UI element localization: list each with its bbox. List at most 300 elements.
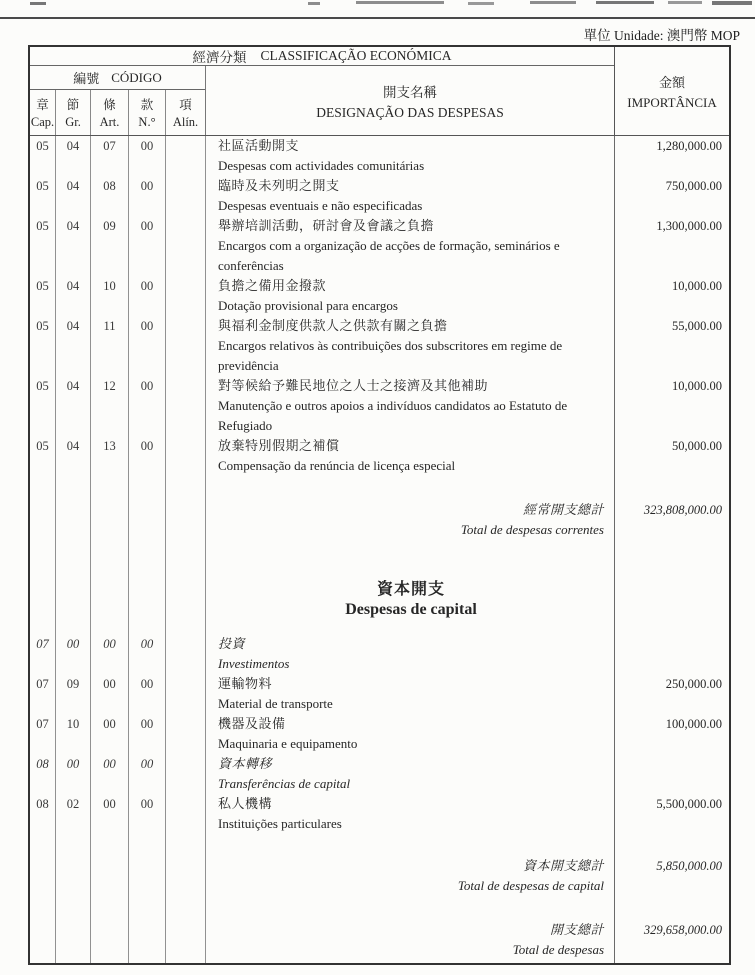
cell <box>205 376 614 436</box>
cell <box>165 960 205 963</box>
amount-value: 100,000.00 <box>665 717 722 731</box>
amount-value: 55,000.00 <box>672 319 722 333</box>
code-value: 04 <box>66 179 80 193</box>
cell <box>205 896 614 920</box>
col-n-pt: N.° <box>138 115 156 129</box>
amount-value: 50,000.00 <box>672 439 722 453</box>
col-gr-zh: 節 <box>66 98 80 112</box>
designation-zh: 臨時及未列明之開支 <box>218 178 340 193</box>
designation-zh: 資本轉移 <box>218 756 273 771</box>
cell <box>614 580 729 620</box>
designation-pt: Despesas eventuais e não especificadas <box>218 198 423 213</box>
cell <box>30 920 55 960</box>
subtotal-zh: 資本開支總計 <box>522 858 604 873</box>
cell <box>614 896 729 920</box>
cell <box>165 376 205 436</box>
code-value: 04 <box>66 279 80 293</box>
cell <box>614 216 729 276</box>
cell <box>165 436 205 476</box>
table-row <box>30 176 729 216</box>
cell <box>165 540 205 580</box>
cell <box>30 634 55 674</box>
cell <box>614 476 729 500</box>
code-value: 11 <box>103 319 116 333</box>
code-value: 07 <box>103 139 116 153</box>
budget-table <box>28 45 731 965</box>
cell <box>90 316 128 376</box>
code-value: 07 <box>36 637 49 651</box>
designation-zh: 機器及設備 <box>218 716 286 731</box>
cell <box>205 714 614 754</box>
designation-pt: Material de transporte <box>218 696 333 711</box>
code-value: 04 <box>66 379 80 393</box>
code-value: 00 <box>66 637 80 651</box>
cell <box>30 500 55 540</box>
cell <box>205 580 614 620</box>
cell <box>55 960 90 963</box>
cell <box>90 436 128 476</box>
cell <box>90 794 128 834</box>
cell <box>30 620 55 634</box>
cell <box>90 634 128 674</box>
cell <box>614 376 729 436</box>
subtotal-zh: 開支總計 <box>549 922 604 937</box>
col-alin-zh: 項 <box>179 98 192 112</box>
cell <box>30 276 55 316</box>
designation-zh: 私人機構 <box>218 796 273 811</box>
subtotal-amount: 329,658,000.00 <box>643 923 722 937</box>
cell <box>90 960 128 963</box>
grand-total-row <box>30 920 729 960</box>
designation-zh-label: 開支名稱 <box>383 84 437 100</box>
cell <box>30 216 55 276</box>
designation-zh: 社區活動開支 <box>218 138 300 153</box>
cell <box>128 176 165 216</box>
code-value: 00 <box>140 279 154 293</box>
cell <box>614 714 729 754</box>
code-value: 00 <box>140 179 154 193</box>
section-title-zh: 資本開支 <box>376 581 445 598</box>
codigo-zh-label: 編號 <box>73 71 100 86</box>
cell <box>165 216 205 276</box>
designation-pt: conferências <box>218 258 284 273</box>
cell <box>55 436 90 476</box>
cell <box>30 754 55 794</box>
cell <box>614 136 729 176</box>
cell <box>165 634 205 674</box>
cell <box>205 476 614 500</box>
table-row <box>30 136 729 176</box>
amount-value: 5,500,000.00 <box>656 797 722 811</box>
code-value: 08 <box>103 179 116 193</box>
cell <box>205 176 614 216</box>
cell <box>614 176 729 216</box>
header-col-art <box>90 90 128 135</box>
cell <box>128 476 165 500</box>
cell <box>205 754 614 794</box>
subtotal-pt: Total de despesas correntes <box>460 522 604 537</box>
code-value: 00 <box>66 757 80 771</box>
code-value: 00 <box>140 637 154 651</box>
cell <box>128 620 165 634</box>
cell <box>55 136 90 176</box>
cell <box>90 856 128 896</box>
cell <box>55 476 90 500</box>
amount-zh-label: 金額 <box>658 74 685 90</box>
table-row <box>30 316 729 376</box>
cell <box>128 436 165 476</box>
cell <box>165 674 205 714</box>
cell <box>165 176 205 216</box>
cell <box>205 436 614 476</box>
cell <box>128 376 165 436</box>
cell <box>30 834 55 856</box>
designation-pt-label: DESIGNAÇÃO DAS DESPESAS <box>316 104 504 120</box>
cell <box>614 794 729 834</box>
code-value: 00 <box>140 797 154 811</box>
header-col-alin <box>165 90 205 135</box>
col-art-zh: 條 <box>103 98 116 112</box>
cell <box>30 316 55 376</box>
code-value: 00 <box>103 637 116 651</box>
subtotal-pt: Total de despesas <box>512 942 604 957</box>
code-value: 00 <box>140 677 154 691</box>
cell <box>55 176 90 216</box>
col-art-pt: Art. <box>99 115 120 129</box>
designation-pt: Despesas com actividades comunitárias <box>218 158 425 173</box>
code-value: 09 <box>66 677 80 691</box>
spacer-row <box>30 476 729 500</box>
cell <box>128 500 165 540</box>
designation-zh: 舉辦培訓活動，研討會及會議之負擔 <box>218 218 435 233</box>
designation-pt: Encargos relativos às contribuições dos subscritores em regime de <box>218 338 563 353</box>
cell <box>30 476 55 500</box>
cell <box>128 540 165 580</box>
designation-pt: Maquinaria e equipamento <box>218 736 358 751</box>
col-cap-zh: 章 <box>36 98 49 112</box>
amount-value: 10,000.00 <box>672 379 722 393</box>
cell <box>128 794 165 834</box>
code-value: 00 <box>103 677 116 691</box>
code-value: 02 <box>66 797 80 811</box>
cell <box>165 794 205 834</box>
header-col-n <box>128 90 165 135</box>
cell <box>205 216 614 276</box>
code-value: 00 <box>140 219 154 233</box>
cell <box>128 634 165 674</box>
designation-zh: 與福利金制度供款人之供款有關之負擔 <box>218 318 448 333</box>
cell <box>55 754 90 794</box>
cell <box>165 136 205 176</box>
code-value: 00 <box>140 379 154 393</box>
classification-zh-label: 經濟分類 <box>192 50 247 65</box>
cell <box>55 580 90 620</box>
designation-zh: 對等候給予難民地位之人士之接濟及其他補助 <box>218 378 489 393</box>
spacer-row <box>30 620 729 634</box>
cell <box>165 834 205 856</box>
cell <box>55 920 90 960</box>
cell <box>90 136 128 176</box>
table-row <box>30 634 729 674</box>
amount-value: 750,000.00 <box>665 179 722 193</box>
cell <box>614 316 729 376</box>
cell <box>55 834 90 856</box>
cell <box>128 754 165 794</box>
header-col-cap <box>30 90 55 135</box>
cell <box>205 620 614 634</box>
cell <box>205 634 614 674</box>
code-value: 00 <box>140 439 154 453</box>
cell <box>165 580 205 620</box>
cell <box>128 276 165 316</box>
designation-pt: Investimentos <box>218 656 290 671</box>
cell <box>90 834 128 856</box>
cell <box>55 714 90 754</box>
page-top-rule <box>0 17 755 19</box>
cell <box>128 834 165 856</box>
code-value: 12 <box>103 379 116 393</box>
cell <box>205 136 614 176</box>
cell <box>205 920 614 960</box>
code-value: 00 <box>140 319 154 333</box>
cell <box>165 476 205 500</box>
cell <box>614 674 729 714</box>
designation-pt: Transferências de capital <box>218 776 351 791</box>
col-n-zh: 款 <box>140 98 154 112</box>
subtotal-zh: 經常開支總計 <box>522 502 604 517</box>
cell <box>165 316 205 376</box>
code-value: 10 <box>66 717 80 731</box>
designation-pt: previdência <box>218 358 279 373</box>
cell <box>128 316 165 376</box>
subtotal-amount: 323,808,000.00 <box>643 503 722 517</box>
cell <box>55 540 90 580</box>
cell <box>90 620 128 634</box>
cell <box>165 896 205 920</box>
cell <box>165 856 205 896</box>
cell <box>30 674 55 714</box>
cell <box>128 216 165 276</box>
cell <box>614 754 729 794</box>
cell <box>614 500 729 540</box>
code-value: 00 <box>140 717 154 731</box>
cell <box>205 316 614 376</box>
cell <box>90 920 128 960</box>
spacer-row <box>30 834 729 856</box>
cell <box>55 216 90 276</box>
cell <box>205 960 614 963</box>
table-body <box>30 136 729 963</box>
cell <box>30 960 55 963</box>
cell <box>128 580 165 620</box>
section-title-pt: Despesas de capital <box>345 601 477 618</box>
cell <box>165 714 205 754</box>
designation-zh: 投資 <box>218 636 246 651</box>
code-value: 04 <box>66 139 80 153</box>
code-value: 05 <box>36 219 49 233</box>
table-row <box>30 714 729 754</box>
cell <box>165 754 205 794</box>
designation-pt: Compensação da renúncia de licença especial <box>218 458 456 473</box>
code-value: 00 <box>103 717 116 731</box>
cell <box>30 856 55 896</box>
designation-zh: 負擔之備用金撥款 <box>218 278 327 293</box>
cell <box>30 714 55 754</box>
code-value: 00 <box>103 797 116 811</box>
cell <box>614 960 729 963</box>
table-row <box>30 216 729 276</box>
cell <box>90 476 128 500</box>
cell <box>55 856 90 896</box>
cell <box>90 674 128 714</box>
cell <box>55 376 90 436</box>
cell <box>30 436 55 476</box>
cell <box>614 634 729 674</box>
cell <box>205 500 614 540</box>
cell <box>55 896 90 920</box>
table-row <box>30 436 729 476</box>
cell <box>55 674 90 714</box>
header-amount <box>614 47 729 135</box>
cell <box>90 540 128 580</box>
table-header <box>30 47 729 136</box>
cell <box>30 136 55 176</box>
cell <box>30 580 55 620</box>
capital-expenses-section-row <box>30 580 729 620</box>
code-value: 05 <box>36 139 49 153</box>
header-codigo <box>30 66 205 90</box>
cell <box>614 620 729 634</box>
code-value: 05 <box>36 179 49 193</box>
cell <box>55 500 90 540</box>
cell <box>205 540 614 580</box>
cell <box>128 960 165 963</box>
designation-pt: Manutenção e outros apoios a indivíduos candidatos ao Estatuto de <box>218 398 568 413</box>
header-designation <box>205 66 614 135</box>
table-row <box>30 794 729 834</box>
cell <box>205 834 614 856</box>
cell <box>128 920 165 960</box>
cell <box>90 714 128 754</box>
cell <box>205 674 614 714</box>
header-col-gr <box>55 90 90 135</box>
code-value: 08 <box>36 757 49 771</box>
cell <box>165 920 205 960</box>
table-row <box>30 276 729 316</box>
code-value: 07 <box>36 677 49 691</box>
cell <box>128 714 165 754</box>
header-classification <box>30 47 614 66</box>
code-value: 05 <box>36 439 49 453</box>
designation-zh: 運輸物料 <box>218 676 273 691</box>
designation-pt: Instituições particulares <box>218 816 342 831</box>
cell <box>30 896 55 920</box>
cell <box>205 856 614 896</box>
cell <box>30 176 55 216</box>
cell <box>128 136 165 176</box>
unit-label: 單位 Unidade: 澳門幣 MOP <box>583 28 740 43</box>
code-value: 04 <box>66 439 80 453</box>
cell <box>90 896 128 920</box>
codigo-pt-label: CÓDIGO <box>111 69 162 85</box>
cell <box>614 920 729 960</box>
code-value: 05 <box>36 319 49 333</box>
cell <box>90 216 128 276</box>
designation-pt: Dotação provisional para encargos <box>218 298 398 313</box>
table-row <box>30 376 729 436</box>
amount-value: 1,300,000.00 <box>656 219 722 233</box>
cell <box>90 276 128 316</box>
code-value: 05 <box>36 279 49 293</box>
cell <box>90 500 128 540</box>
code-value: 00 <box>140 757 154 771</box>
col-gr-pt: Gr. <box>65 115 81 129</box>
spacer-row <box>30 960 729 963</box>
subtotal-pt: Total de despesas de capital <box>457 878 604 893</box>
cell <box>90 580 128 620</box>
cell <box>128 674 165 714</box>
code-value: 09 <box>103 219 116 233</box>
cell <box>614 834 729 856</box>
cell <box>205 794 614 834</box>
capital-expenses-total-row <box>30 856 729 896</box>
amount-value: 10,000.00 <box>672 279 722 293</box>
code-value: 13 <box>103 439 116 453</box>
code-value: 04 <box>66 319 80 333</box>
designation-zh: 放棄特別假期之補償 <box>218 438 340 453</box>
cell <box>128 896 165 920</box>
current-expenses-total-row <box>30 500 729 540</box>
designation-pt: Encargos com a organização de acções de formação, seminários e <box>218 238 560 253</box>
code-value: 00 <box>103 757 116 771</box>
cell <box>55 620 90 634</box>
code-value: 00 <box>140 139 154 153</box>
cell <box>614 436 729 476</box>
cell <box>614 856 729 896</box>
subtotal-amount: 5,850,000.00 <box>656 859 722 873</box>
cell <box>55 634 90 674</box>
cell <box>128 856 165 896</box>
cell <box>30 794 55 834</box>
col-alin-pt: Alín. <box>172 115 199 129</box>
amount-value: 250,000.00 <box>665 677 722 691</box>
spacer-row <box>30 540 729 580</box>
cell <box>614 276 729 316</box>
cell <box>90 176 128 216</box>
cell <box>205 276 614 316</box>
cell <box>90 754 128 794</box>
amount-value: 1,280,000.00 <box>656 139 722 153</box>
code-value: 10 <box>103 279 116 293</box>
code-value: 04 <box>66 219 80 233</box>
cell <box>165 500 205 540</box>
code-value: 07 <box>36 717 49 731</box>
cell <box>614 540 729 580</box>
table-row <box>30 674 729 714</box>
cell <box>30 540 55 580</box>
cell <box>55 794 90 834</box>
cell <box>30 376 55 436</box>
cell <box>90 376 128 436</box>
code-value: 08 <box>36 797 49 811</box>
cell <box>55 276 90 316</box>
col-cap-pt: Cap. <box>30 115 55 129</box>
classification-pt-label: CLASSIFICAÇÃO ECONÓMICA <box>260 48 452 63</box>
spacer-row <box>30 896 729 920</box>
table-row <box>30 754 729 794</box>
cell <box>55 316 90 376</box>
designation-pt: Refugiado <box>218 418 273 433</box>
